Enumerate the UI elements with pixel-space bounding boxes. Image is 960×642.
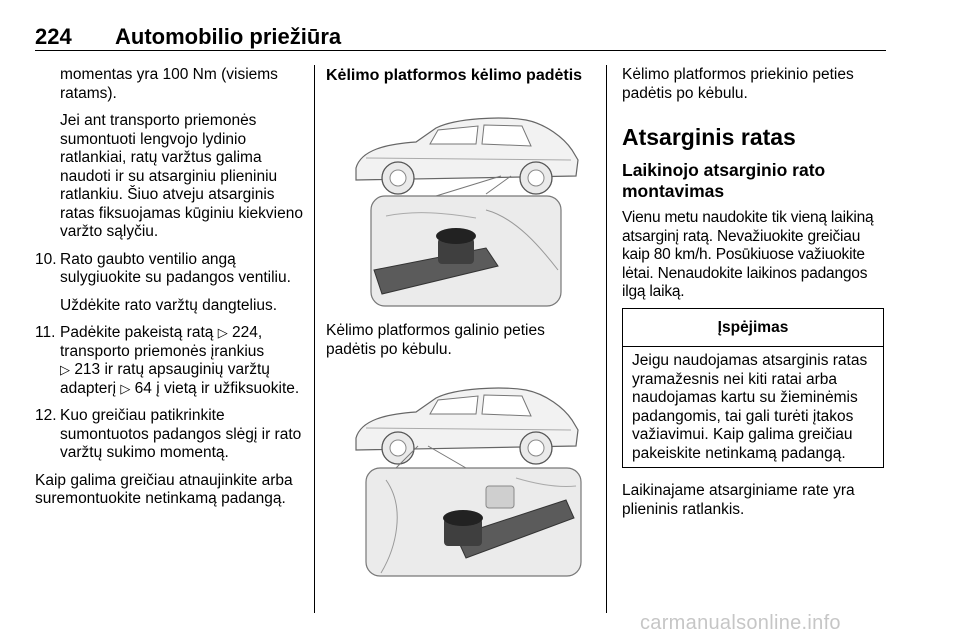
step-11-text-b: transporto priemonės įrankius xyxy=(60,342,265,360)
continued-text: momentas yra 100 Nm (visiems ratams). xyxy=(60,66,278,102)
xref-arrow-icon: ▷ xyxy=(60,362,70,377)
closing-text: Laikinajame atsarginiame rate yra plieninis ratlankis. xyxy=(622,482,855,518)
closing-text: Kaip galima greičiau atnaujinkite arba suremontuokite netinkamą padangą. xyxy=(35,471,293,507)
step-number: 12. xyxy=(35,407,57,424)
figure-caption: Kėlimo platformos galinio peties padėtis po kėbulu. xyxy=(326,322,545,358)
page-number: 224 xyxy=(35,24,72,49)
front-lift-arm-illustration xyxy=(326,368,592,580)
step-12 xyxy=(35,407,303,463)
page-title: Automobilio priežiūra xyxy=(115,24,342,49)
step-11-text-a: Padėkite pakeistą ratą xyxy=(60,324,214,341)
rear-lift-arm-illustration xyxy=(326,98,592,310)
step-text: Rato gaubto ventilio angą sulygiuokite su padangos ventiliu. xyxy=(60,250,291,286)
warning-text: Jeigu naudojamas atsarginis ratas yramažesnis nei kiti ratai arba naudojamas kartu su žieminėmis padangomis, tai gali turėti įtakos važiavimui. Kaip galima greičiau pakeiskite netinkamą padangą. xyxy=(632,352,868,462)
cross-reference-link[interactable]: 213 ir ratų apsauginių varžtų adapterį xyxy=(60,361,270,397)
car-lift-point-icon xyxy=(326,368,592,580)
step-10-subtext: Uždėkite rato varžtų dangtelius. xyxy=(60,296,278,314)
column-divider-right xyxy=(606,65,607,613)
step-text: Kuo greičiau patikrinkite sumontuotos padangos slėgį ir rato varžtų sukimo momentą. xyxy=(60,407,302,461)
watermark: carmanualsonline.info xyxy=(640,612,841,634)
middle-column xyxy=(326,66,598,86)
alloy-wheel-note: Jei ant transporto priemonės sumontuoti lengvojo lydinio ratlankiai, ratų varžtus galima naudoti ir su atsarginiu plieniniu ratlankiu. Šiuo atveju atsarginis ratas fiksuojamas kūginiu kiekvieno varžto sąlyčiu. xyxy=(60,112,303,240)
xref-arrow-icon: ▷ xyxy=(120,380,131,396)
right-column xyxy=(622,66,890,302)
cross-reference-link[interactable]: 64 į vietą ir užfiksuokite. xyxy=(134,379,300,397)
step-11 xyxy=(35,324,303,398)
xref-arrow-icon: ▷ xyxy=(217,325,228,340)
car-lift-point-icon xyxy=(326,98,592,310)
rear-lift-caption-block xyxy=(326,322,598,359)
cross-reference-link[interactable]: 224, xyxy=(232,324,263,341)
warning-box xyxy=(622,308,884,468)
subsection-heading: Laikinojo atsarginio rato montavimas xyxy=(622,160,826,201)
step-number: 11. xyxy=(35,324,56,341)
right-column-closing xyxy=(622,482,890,519)
spare-wheel-intro: Vienu metu naudokite tik vieną laikiną atsarginį ratą. Nevažiuokite greičiau kaip 80 km/h. Posūkiuose važiuokite lėtai. Nenaudokite laikinos padangos ilgą laiką. xyxy=(622,209,874,300)
page-header xyxy=(35,12,886,51)
step-text xyxy=(60,324,303,398)
column-divider-left xyxy=(314,65,315,613)
warning-title: Įspėjimas xyxy=(623,309,883,347)
step-number: 10. xyxy=(35,250,57,268)
step-10 xyxy=(35,251,303,288)
left-column xyxy=(35,66,303,509)
section-heading: Kėlimo platformos kėlimo padėtis xyxy=(326,67,583,84)
section-heading: Atsarginis ratas xyxy=(622,124,796,150)
figure-caption: Kėlimo platformos priekinio peties padėtis po kėbulu. xyxy=(622,66,854,102)
